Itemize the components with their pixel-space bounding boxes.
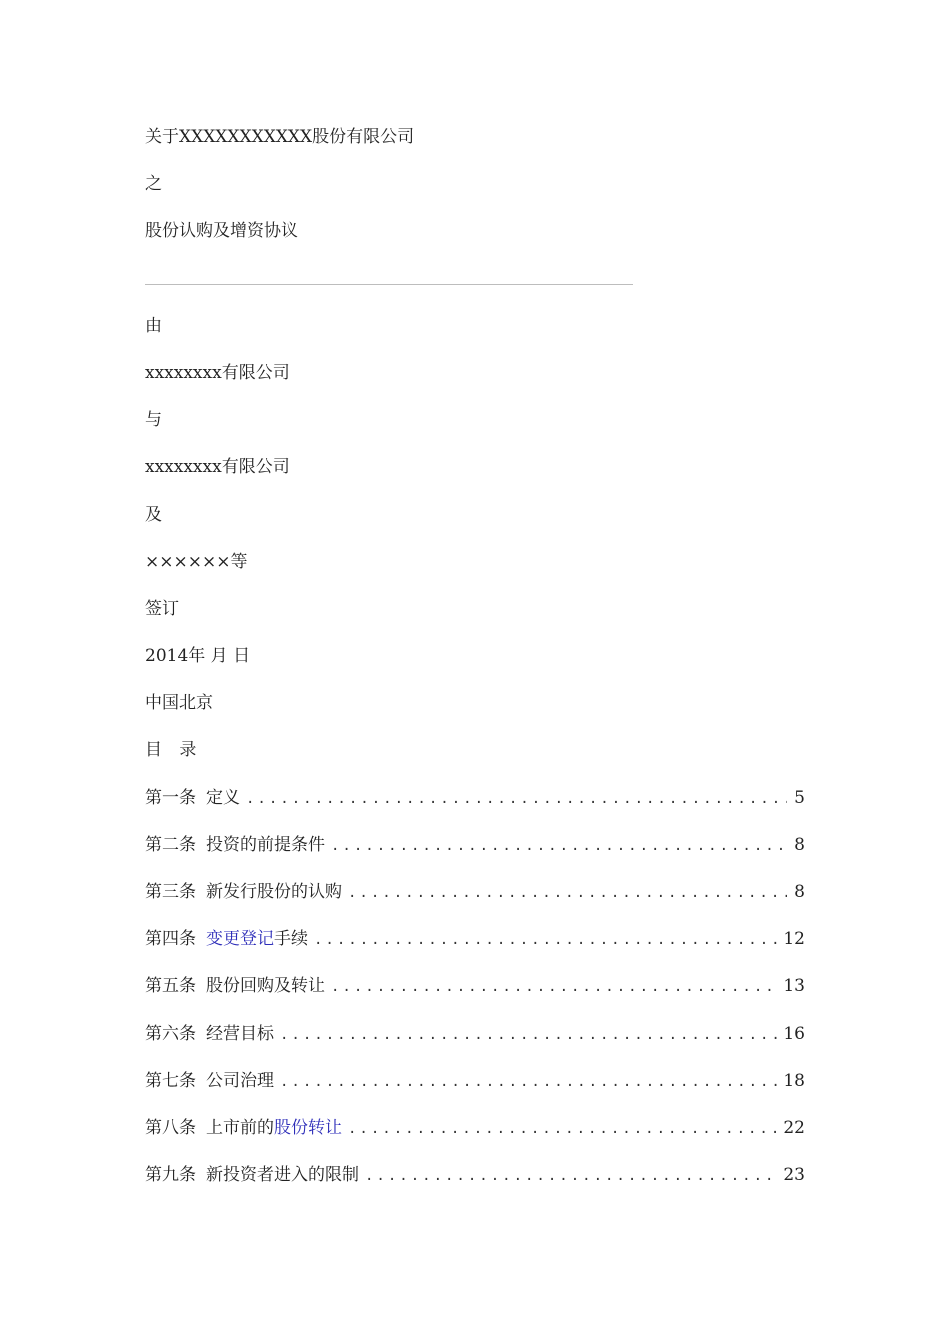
sign-date: 2014年 月 日 [145, 646, 251, 667]
document-page [145, 114, 805, 1199]
toc-item-page-number: 18 [783, 1070, 805, 1091]
party-3: ××××××等 [145, 551, 248, 572]
toc-item-leader-dots [331, 823, 787, 870]
toc-item-title [206, 1152, 359, 1199]
toc-item[interactable] [145, 916, 805, 963]
toc-item-title-link[interactable]: 股份转让 [274, 1117, 342, 1138]
toc-item-title-text: 新投资者进入的限制 [206, 1165, 359, 1186]
toc-item-title-text: 定义 [206, 787, 240, 808]
toc-item-leader-dots [280, 1059, 777, 1106]
toc-item-leader-dots [348, 870, 787, 917]
toc-item-page-number: 23 [783, 1165, 805, 1186]
toc-item-leader-dots [331, 964, 777, 1011]
toc-item-number: 第八条 [145, 1117, 196, 1138]
toc-item-page-number: 16 [783, 1023, 805, 1044]
toc-item-number: 第三条 [145, 882, 196, 902]
toc-item[interactable] [145, 963, 805, 1010]
toc-item-page-number: 13 [783, 976, 805, 997]
toc-item-title-text: 新发行股份的认购 [206, 882, 342, 902]
toc-item[interactable] [145, 1058, 805, 1105]
toc-item[interactable] [145, 775, 805, 822]
title-divider-row [145, 256, 805, 303]
party-1: xxxxxxxx有限公司 [145, 362, 290, 383]
toc-item-number: 第一条 [145, 787, 196, 808]
toc-item-title [206, 1058, 274, 1105]
toc-item-leader-dots [314, 917, 777, 964]
toc-item-title-text: 公司治理 [206, 1070, 274, 1091]
toc-item[interactable] [145, 869, 805, 916]
toc-item-number: 第九条 [145, 1165, 196, 1186]
toc-item[interactable] [145, 1152, 805, 1199]
toc-item-title-text: 投资的前提条件 [206, 834, 325, 855]
toc-item-title-text: 股份回购及转让 [206, 976, 325, 997]
toc-item-number: 第六条 [145, 1023, 196, 1044]
toc-item-page-number: 12 [783, 929, 805, 950]
toc-item-title [206, 1011, 274, 1058]
title-line-3: 股份认购及增资协议 [145, 221, 298, 242]
toc-item-number: 第四条 [145, 929, 196, 950]
toc-item-number: 第五条 [145, 976, 196, 997]
toc-item-title [206, 963, 325, 1010]
and-text-1: 与 [145, 410, 162, 431]
by-text: 由 [145, 315, 162, 336]
toc-item-page-number: 5 [794, 787, 805, 808]
toc-item-title-text-after: 手续 [274, 929, 308, 950]
toc-item-page-number: 8 [794, 882, 805, 902]
toc-item-number: 第二条 [145, 834, 196, 855]
toc-item-title [206, 775, 240, 822]
sign-place: 中国北京 [145, 693, 213, 714]
toc-item-title-text: 经营目标 [206, 1023, 274, 1044]
toc-item-leader-dots [246, 776, 787, 823]
toc-item-title [206, 916, 308, 963]
toc-item-title [206, 822, 325, 869]
toc-item-page-number: 8 [794, 834, 805, 855]
toc-item-title [206, 869, 342, 916]
toc-item-title-text: 上市前的 [206, 1117, 274, 1138]
and-text-2: 及 [145, 504, 162, 525]
toc-item[interactable] [145, 1105, 805, 1152]
toc-item-title-link[interactable]: 变更登记 [206, 929, 274, 950]
toc-item-leader-dots [365, 1153, 777, 1200]
toc-list [145, 775, 805, 1200]
title-divider [145, 284, 633, 285]
toc-item-leader-dots [280, 1012, 777, 1059]
toc-item-leader-dots [348, 1106, 777, 1153]
title-line-1: 关于XXXXXXXXXXX股份有限公司 [145, 127, 415, 147]
toc-item-page-number: 22 [783, 1117, 805, 1138]
toc-item[interactable] [145, 1011, 805, 1058]
toc-item-number: 第七条 [145, 1070, 196, 1091]
party-2: xxxxxxxx有限公司 [145, 457, 290, 478]
title-line-2: 之 [145, 174, 162, 195]
toc-heading: 目 录 [145, 740, 203, 761]
toc-item-title [206, 1105, 342, 1152]
toc-item[interactable] [145, 822, 805, 869]
signed-text: 签订 [145, 598, 179, 619]
